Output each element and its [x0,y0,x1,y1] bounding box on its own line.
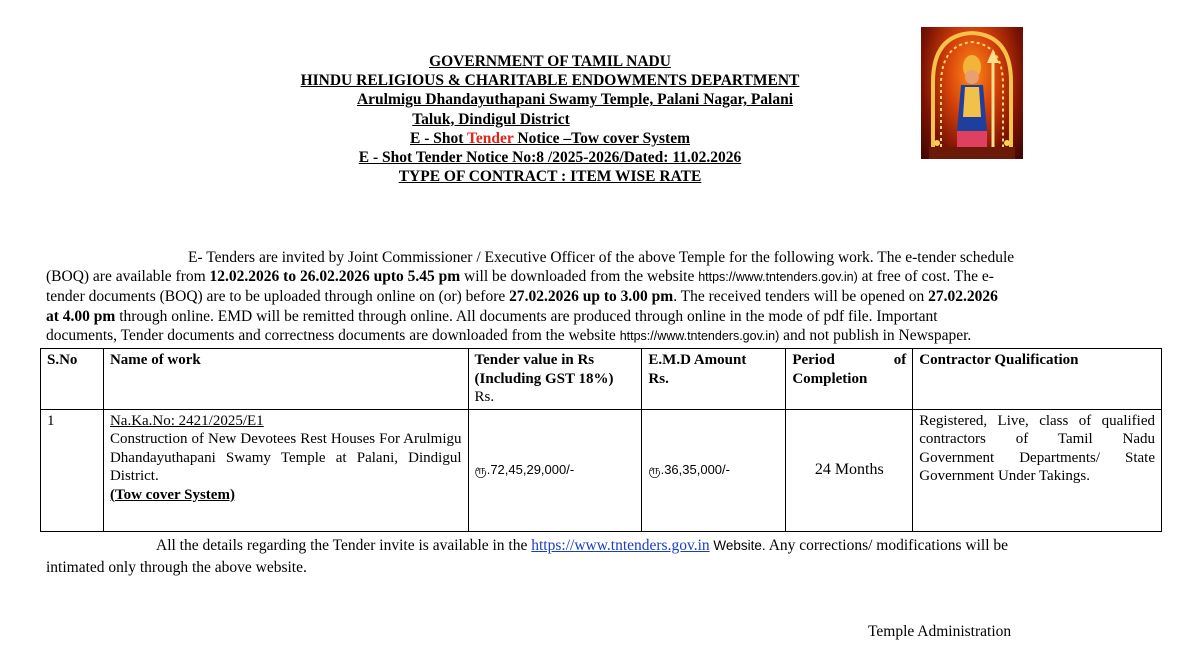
header-government: GOVERNMENT OF TAMIL NADU [429,53,671,70]
intro-paragraph [46,248,1142,346]
intro-line-3: tender documents (BOQ) are to be uploaded through online on (or) before 27.02.2026 up to 3.00 pm. The received tenders will be opened on 27.02.2026 [46,288,998,306]
temple-deity-image [921,27,1023,159]
intro-line-2: (BOQ) are available from 12.02.2026 to 26.02.2026 upto 5.45 pm will be downloaded from the website https://www.tntenders.gov.in) at free of cost. The e- [46,268,994,286]
closing-line-2: intimated only through the above website. [46,559,307,576]
table-row [41,409,1162,531]
header-contract-type: TYPE OF CONTRACT : ITEM WISE RATE [398,168,702,186]
table-header-row [41,349,1162,410]
signature: Temple Administration [868,623,1012,640]
website-link[interactable]: https://www.tntenders.gov.in) [698,270,858,285]
col-emd-amount: E.M.D Amount Rs. [642,349,786,410]
row-system: (Tow cover System) [109,486,235,503]
intro-line-1: E- Tenders are invited by Joint Commissioner / Executive Officer of the above Temple for the following work. The e-tender schedule [188,249,1015,266]
col-qualification: Contractor Qualification [913,349,1162,410]
row-emd: ரூ.36,35,000/- [642,409,786,531]
header-department: HINDU RELIGIOUS & CHARITABLE ENDOWMENTS DEPARTMENT [300,72,800,90]
intro-line-4: at 4.00 pm through online. EMD will be remitted through online. All documents are produced through online in the mode of pdf file. Important [46,307,938,325]
header-temple-name: Arulmigu Dhandayuthapani Swamy Temple, Palani Nagar, Palani [356,91,794,109]
closing-website-link[interactable]: https://www.tntenders.gov.in [531,537,710,554]
intro-line-5: documents, Tender documents and correctness documents are downloaded from the website https://www.tntenders.gov.in) and not publish in Newspaper. [46,326,972,344]
website-link-2[interactable]: https://www.tntenders.gov.in) [619,328,780,343]
row-description: Construction of New Devotees Rest Houses For Arulmigu Dhandayuthapani Swamy Temple at Palani, Dindigul District. [109,431,462,484]
col-tender-value: Tender value in Rs (Including GST 18%) Rs. [468,349,642,410]
header-notice-type: E - Shot Tender Notice –Tow cover System [409,129,690,147]
row-tender-value: ரூ.72,45,29,000/- [468,409,642,531]
col-period: Period of Completion [786,349,913,410]
row-qualification: Registered, Live, class of qualified contractors of Tamil Nadu Government Departments/ State Government Under Takings. [913,409,1162,531]
header-district: Taluk, Dindigul District [412,110,570,128]
closing-paragraph [46,535,1142,579]
works-table [40,348,1162,532]
header-notice-number: E - Shot Tender Notice No:8 /2025-2026/Dated: 11.02.2026 [358,149,742,167]
closing-line-1: All the details regarding the Tender invite is available in the https://www.tntenders.gov.in Website. Any corrections/ modifications will be [156,537,1009,554]
row-ref-number: Na.Ka.No: 2421/2025/E1 [109,412,264,429]
col-sno: S.No [41,349,104,410]
row-period: 24 Months [786,409,913,531]
col-name-of-work: Name of work [103,349,468,410]
row-sno: 1 [41,409,104,531]
row-name-of-work [103,409,468,531]
